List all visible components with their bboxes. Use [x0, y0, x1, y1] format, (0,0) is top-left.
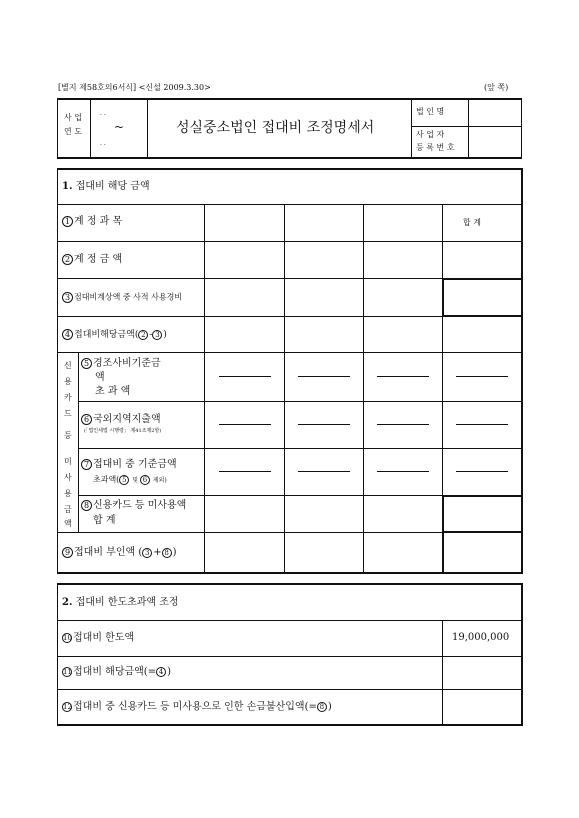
non-deductible-amount-cell[interactable] — [443, 690, 521, 724]
circled-number-11: 11 — [63, 668, 72, 676]
row-7-label-2: 초과액( 5 및 6 제외) — [93, 475, 167, 484]
row-8-label: 8 신용카드 등 미사용액 — [81, 500, 186, 511]
fill-line[interactable] — [219, 471, 271, 472]
row-10-label: 10접대비 한도액 — [63, 632, 135, 644]
circled-number-3: 3 — [62, 292, 73, 303]
row-5-label: 5 경조사비기준금 — [81, 358, 161, 369]
disallowed-amount-total-cell[interactable] — [444, 534, 521, 572]
fiscal-year-start[interactable]: . . — [100, 110, 106, 117]
fill-line[interactable] — [377, 471, 429, 472]
account-input-2[interactable] — [285, 205, 363, 241]
fiscal-year-label-2: 연 도 — [64, 127, 82, 136]
fiscal-year-tilde: ~ — [114, 120, 125, 134]
circled-number-10: 10 — [63, 634, 72, 642]
account-input-1[interactable] — [205, 205, 284, 241]
fill-line[interactable] — [298, 424, 350, 425]
circled-number-2: 2 — [62, 254, 73, 265]
row-9-label: 9 접대비 부인액 ( 3 + 8 ) — [62, 547, 177, 558]
corp-name-label: 법 인 명 — [416, 107, 445, 116]
circled-number-5: 5 — [81, 358, 92, 369]
biz-reg-number-field[interactable] — [469, 127, 521, 157]
entertainment-limit-value[interactable]: 19,000,000 — [452, 632, 510, 643]
circled-number-4: 4 — [62, 329, 73, 340]
biz-reg-label-2: 등 록 번 호 — [416, 143, 455, 152]
row-6-label: 6 국외지역지출액 — [81, 414, 161, 425]
private-expense-total-cell[interactable] — [444, 280, 521, 315]
fiscal-year-end[interactable]: . . — [100, 140, 106, 147]
circled-number-1: 1 — [62, 216, 73, 227]
row-12-label: 12접대비 중 신용카드 등 미사용으로 인한 손금불산입액(= 8 ) — [63, 701, 332, 713]
fill-line[interactable] — [298, 471, 350, 472]
relevant-amount-cell[interactable] — [443, 657, 521, 689]
section-2-heading: 2. 접대비 한도초과액 조정 — [62, 597, 179, 608]
row-6-note: (「법인세법 시행령」 제41조제2항) — [84, 428, 162, 434]
fill-line[interactable] — [298, 376, 350, 377]
fill-line[interactable] — [456, 424, 508, 425]
fiscal-year-label-1: 사 업 — [64, 113, 82, 122]
row-3-label: 3 접대비계상액 중 사적 사용경비 — [62, 292, 182, 303]
fill-line[interactable] — [377, 424, 429, 425]
total-column-header: 합 계 — [463, 218, 481, 227]
page-side: (앞 쪽) — [484, 83, 509, 92]
section-1-heading: 1. 접대비 해당 금액 — [62, 181, 150, 192]
row-11-label: 11접대비 해당금액(= 4 ) — [63, 666, 171, 678]
row-2-label: 2 계 정 금 액 — [62, 254, 122, 265]
account-input-3[interactable] — [364, 205, 442, 241]
biz-reg-label-1: 사 업 자 — [416, 130, 445, 139]
circled-number-8: 8 — [81, 500, 92, 511]
fill-line[interactable] — [456, 376, 508, 377]
row-4-label: 4 접대비해당금액( 2 - 3 ) — [62, 329, 167, 340]
form-number: [별지 제58호의6서식] <신설 2009.3.30> — [58, 83, 211, 92]
circled-number-12: 12 — [63, 703, 72, 711]
form-title: 성실중소법인 접대비 조정명세서 — [176, 120, 375, 136]
card-unused-total-cell[interactable] — [444, 497, 521, 531]
row-7-label: 7 접대비 중 기준금액 — [81, 459, 177, 470]
fill-line[interactable] — [219, 424, 271, 425]
fill-line[interactable] — [219, 376, 271, 377]
fill-line[interactable] — [377, 376, 429, 377]
circled-number-9: 9 — [62, 547, 73, 558]
row-1-label: 1 계 정 과 목 — [62, 216, 122, 227]
fill-line[interactable] — [456, 471, 508, 472]
circled-number-7: 7 — [81, 459, 92, 470]
corp-name-field[interactable] — [469, 100, 521, 126]
circled-number-6: 6 — [81, 414, 92, 425]
